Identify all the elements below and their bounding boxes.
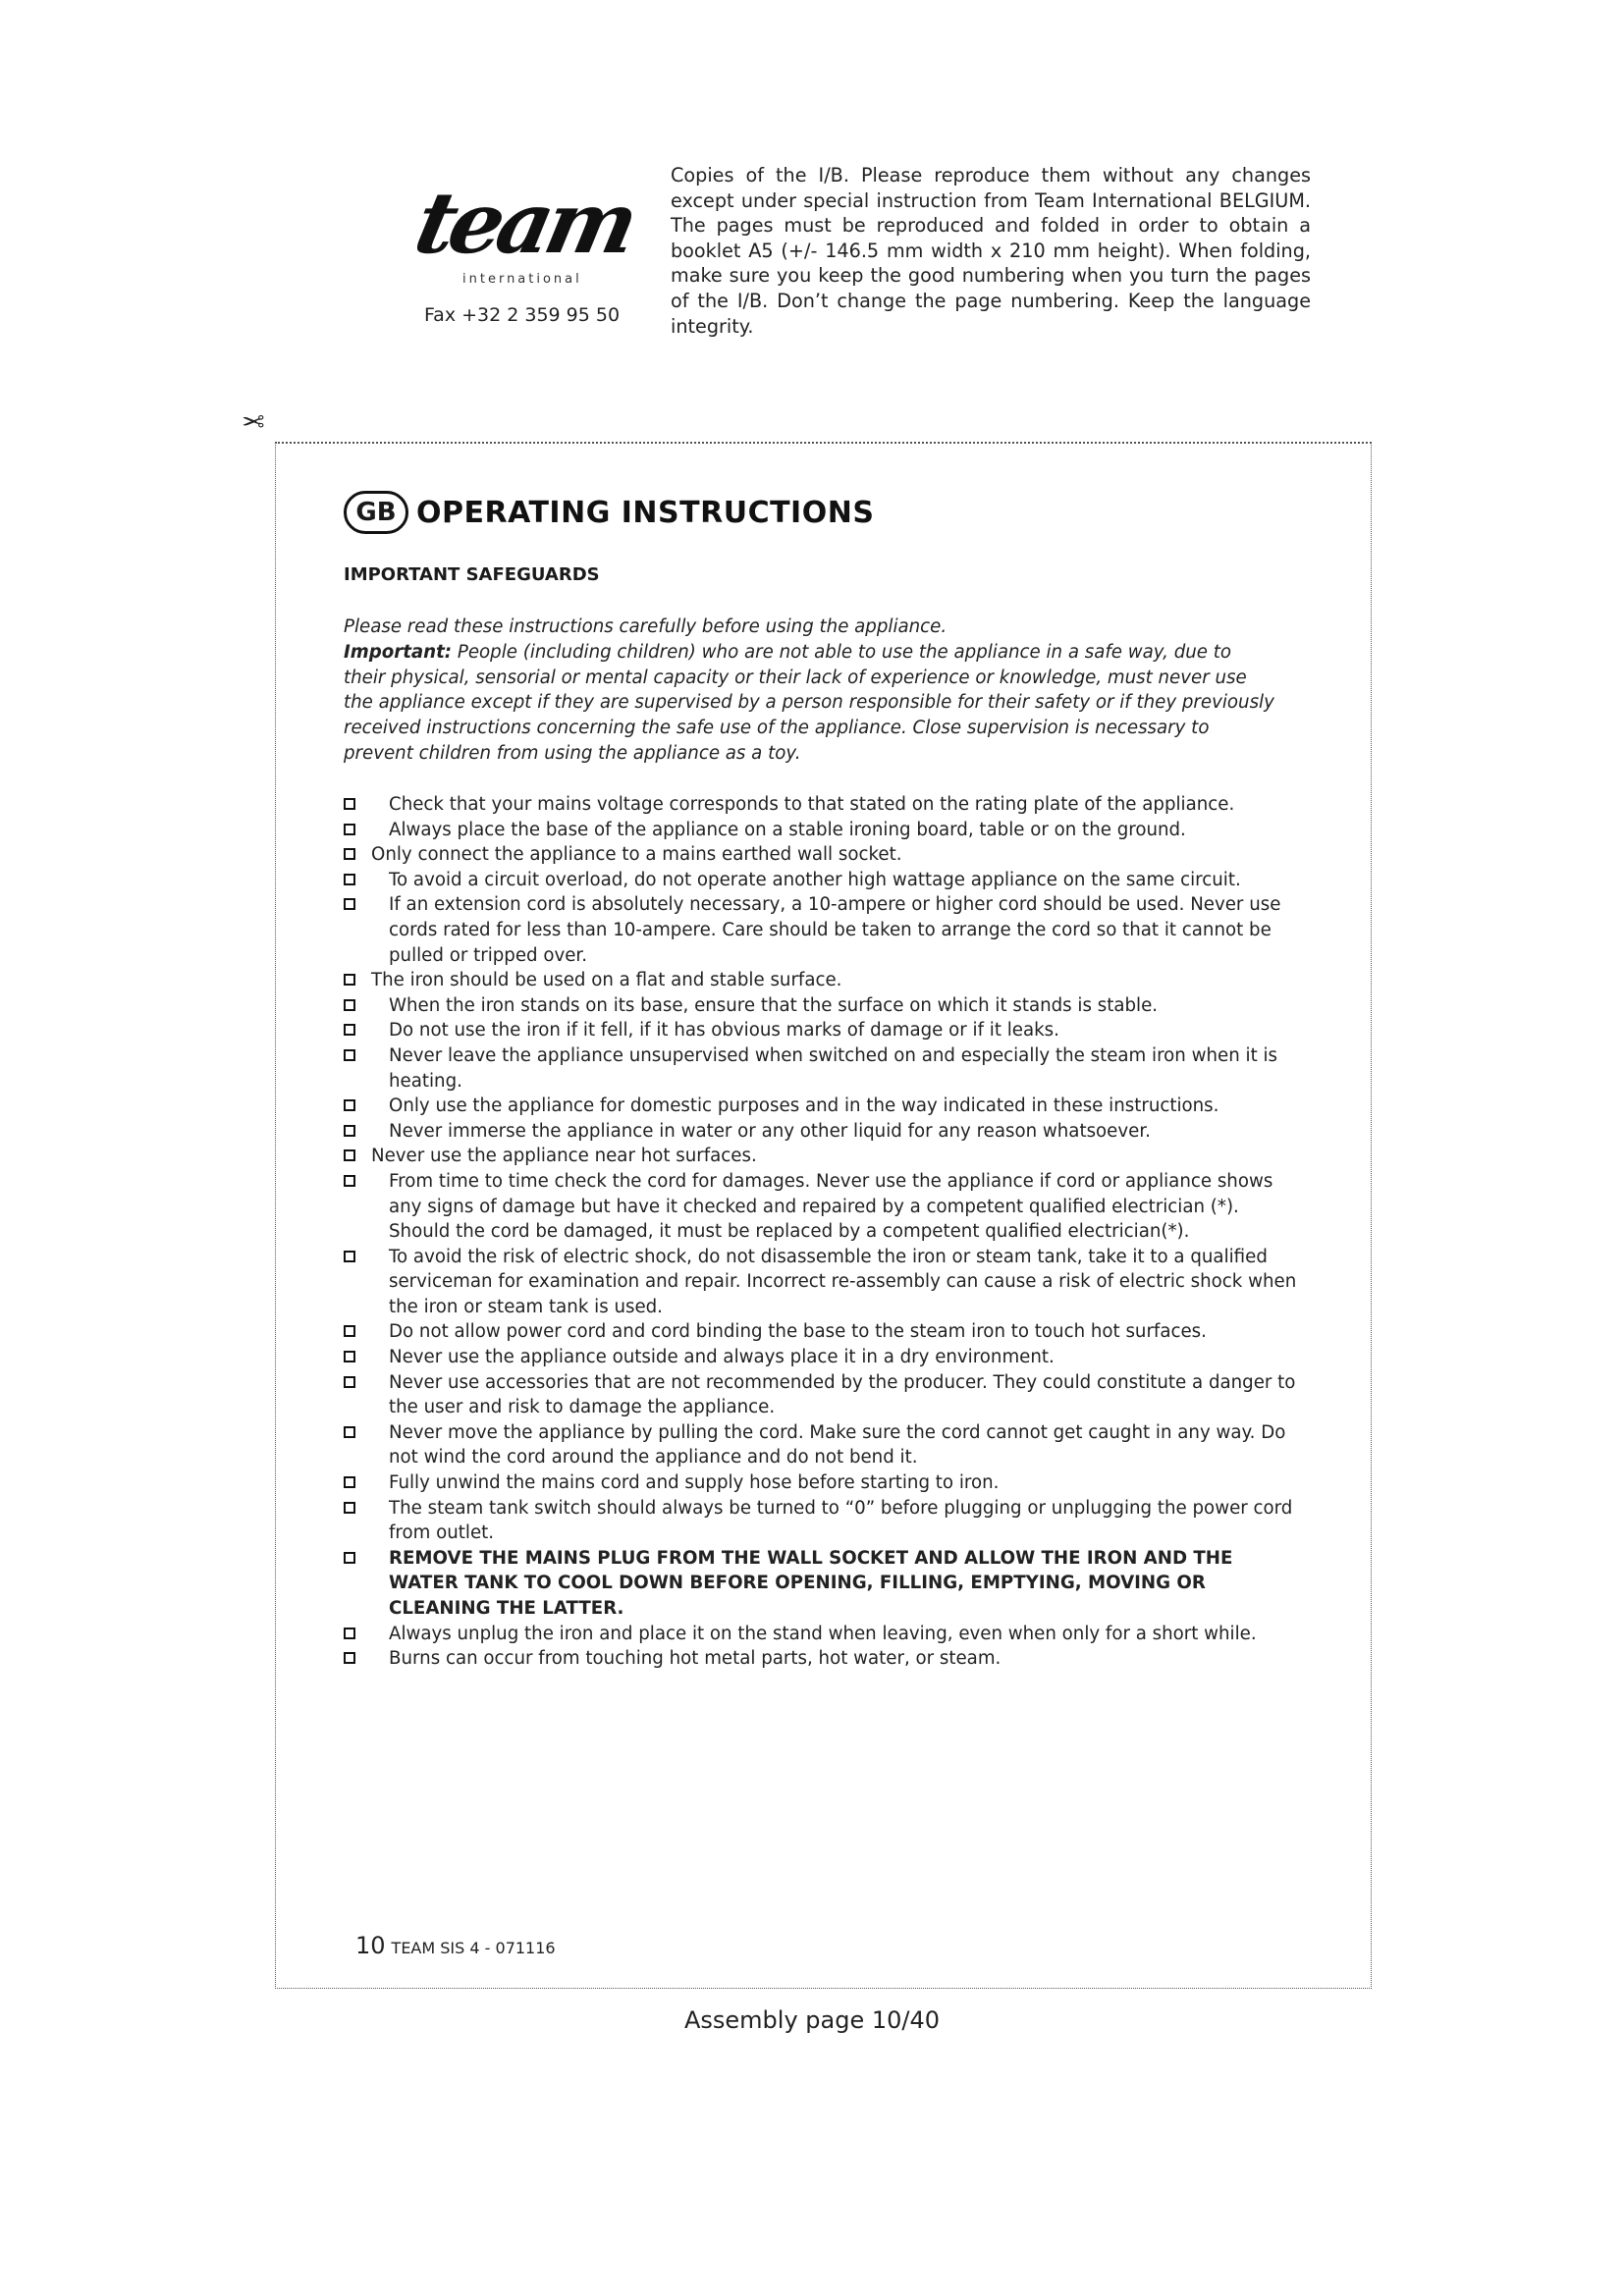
checkbox-bullet-icon — [344, 824, 355, 835]
checkbox-bullet-icon — [344, 1325, 355, 1337]
checkbox-bullet-icon — [344, 898, 355, 910]
list-item-text: Never use the appliance outside and always place it in a dry environment. — [389, 1347, 1055, 1368]
list-item — [344, 1496, 1301, 1546]
list-item — [344, 1646, 1301, 1672]
list-item — [344, 1470, 1301, 1496]
checkbox-bullet-icon — [344, 1351, 355, 1362]
list-item-text: Never use accessories that are not recommended by the producer. They could constitute a danger to the user and risk to damage the appliance. — [389, 1371, 1296, 1418]
list-item — [344, 1319, 1301, 1345]
scissors-icon: ✂ — [242, 404, 265, 437]
checkbox-bullet-icon — [344, 1376, 355, 1388]
gb-badge: GB — [344, 491, 408, 534]
list-item — [344, 1169, 1301, 1245]
list-item-text: Check that your mains voltage corresponds to that stated on the rating plate of the appliance. — [389, 794, 1235, 815]
fax-number: Fax +32 2 359 95 50 — [424, 304, 621, 326]
page-number: 10 — [355, 1932, 386, 1959]
list-item — [344, 1420, 1301, 1470]
list-item — [344, 968, 1301, 993]
model-code: TEAM SIS 4 - 071116 — [391, 1939, 556, 1957]
list-item-text: Burns can occur from touching hot metal parts, hot water, or steam. — [389, 1648, 1001, 1670]
intro-paragraph — [344, 614, 1276, 767]
checkbox-bullet-icon — [344, 1251, 355, 1262]
safeguards-list — [344, 792, 1301, 1672]
list-item-text: From time to time check the cord for damages. Never use the appliance if cord or appliance shows any signs of damage but have it checked and repaired by a competent qualified electrician (*). Should the cord be damaged, it must be replaced by a competent qualified electrician(*). — [389, 1170, 1273, 1243]
checkbox-bullet-icon — [344, 1426, 355, 1438]
list-item-text: To avoid the risk of electric shock, do not disassemble the iron or steam tank, take it to a qualified serviceman for examination and repair. Incorrect re-assembly can cause a risk of electric shock when the iron or steam tank is used. — [389, 1246, 1297, 1317]
section-heading — [344, 491, 874, 534]
footer-code — [355, 1932, 556, 1959]
list-item-text: Never immerse the appliance in water or any other liquid for any reason whatsoever. — [389, 1120, 1151, 1142]
list-item — [344, 1144, 1301, 1169]
checkbox-bullet-icon — [344, 999, 355, 1011]
intro-important-text: People (including children) who are not able to use the appliance in a safe way, due to their physical, sensorial or mental capacity or their lack of experience or knowledge, must never use the appliance except if they are supervised by a person responsible for their safety or if they previously received instructions concerning the safe use of the appliance. Close supervision is necessary to prevent children from using the appliance as a toy. — [344, 641, 1274, 764]
page-title: OPERATING INSTRUCTIONS — [416, 495, 875, 530]
list-item-text: The steam tank switch should always be turned to “0” before plugging or unplugging the power cord from outlet. — [389, 1497, 1293, 1544]
list-item-text: Never use the appliance near hot surfaces. — [371, 1146, 757, 1167]
list-item — [344, 842, 1301, 868]
list-item-text: If an extension cord is absolutely necessary, a 10-ampere or higher cord should be used. Never use cords rated for less than 10-ampere. Care should be taken to arrange the cord so that it cannot be pulled or tripped over. — [389, 894, 1281, 966]
checkbox-bullet-icon — [344, 1175, 355, 1187]
list-item-text: REMOVE THE MAINS PLUG FROM THE WALL SOCKET AND ALLOW THE IRON AND THE WATER TANK TO COOL DOWN BEFORE OPENING, FILLING, EMPTYING, MOVING OR CLEANING THE LATTER. — [389, 1547, 1233, 1619]
logo-subtext: international — [462, 272, 582, 287]
logo-mark: team — [406, 174, 642, 273]
list-item — [344, 818, 1301, 843]
checkbox-bullet-icon — [344, 1099, 355, 1111]
safeguards-title: IMPORTANT SAFEGUARDS — [344, 564, 600, 585]
list-item-text: Only use the appliance for domestic purposes and in the way indicated in these instructions. — [389, 1095, 1219, 1117]
list-item — [344, 1370, 1301, 1420]
checkbox-bullet-icon — [344, 848, 355, 860]
list-item — [344, 1345, 1301, 1370]
intro-line: Please read these instructions carefully before using the appliance. — [344, 616, 947, 637]
list-item — [344, 1094, 1301, 1119]
checkbox-bullet-icon — [344, 1149, 355, 1161]
checkbox-bullet-icon — [344, 1628, 355, 1639]
list-item — [344, 1622, 1301, 1647]
checkbox-bullet-icon — [344, 798, 355, 810]
list-item-text: Only connect the appliance to a mains earthed wall socket. — [371, 844, 902, 866]
list-item — [344, 792, 1301, 818]
list-item — [344, 1245, 1301, 1320]
checkbox-bullet-icon — [344, 1476, 355, 1488]
list-item-text: Always unplug the iron and place it on the stand when leaving, even when only for a short while. — [389, 1623, 1257, 1644]
checkbox-bullet-icon — [344, 1502, 355, 1514]
reproduction-note: Copies of the I/B. Please reproduce them without any changes except under special instruction from Team International BELGIUM. The pages must be reproduced and folded in order to obtain a booklet A5 (+/- 146.5 mm width x 210 mm height). When folding, make sure you keep the good numbering when you turn the pages of the I/B. Don’t change the page numbering. Keep the language integrity. — [671, 164, 1311, 338]
checkbox-bullet-icon — [344, 1652, 355, 1664]
checkbox-bullet-icon — [344, 1024, 355, 1036]
checkbox-bullet-icon — [344, 974, 355, 986]
list-item-text: When the iron stands on its base, ensure that the surface on which it stands is stable. — [389, 994, 1159, 1016]
list-item — [344, 1043, 1301, 1094]
list-item — [344, 1546, 1301, 1622]
checkbox-bullet-icon — [344, 1552, 355, 1564]
list-item-text: The iron should be used on a flat and stable surface. — [371, 970, 842, 991]
list-item-text: Do not allow power cord and cord binding the base to the steam iron to touch hot surfaces. — [389, 1321, 1207, 1343]
list-item — [344, 993, 1301, 1019]
list-item — [344, 868, 1301, 893]
list-item-text: To avoid a circuit overload, do not operate another high wattage appliance on the same circuit. — [389, 869, 1241, 890]
intro-important-label: Important: — [344, 641, 453, 663]
list-item — [344, 1018, 1301, 1043]
list-item-text: Never leave the appliance unsupervised when switched on and especially the steam iron when it is heating. — [389, 1044, 1278, 1092]
checkbox-bullet-icon — [344, 1125, 355, 1137]
list-item-text: Do not use the iron if it fell, if it has obvious marks of damage or if it leaks. — [389, 1020, 1059, 1041]
list-item-text: Never move the appliance by pulling the cord. Make sure the cord cannot get caught in any way. Do not wind the cord around the appliance and do not bend it. — [389, 1421, 1286, 1468]
assembly-page-label: Assembly page 10/40 — [683, 2006, 941, 2034]
checkbox-bullet-icon — [344, 1049, 355, 1061]
list-item-text: Always place the base of the appliance on a stable ironing board, table or on the ground. — [389, 819, 1186, 840]
list-item — [344, 1119, 1301, 1145]
list-item-text: Fully unwind the mains cord and supply hose before starting to iron. — [389, 1472, 1000, 1494]
checkbox-bullet-icon — [344, 874, 355, 885]
list-item — [344, 892, 1301, 968]
